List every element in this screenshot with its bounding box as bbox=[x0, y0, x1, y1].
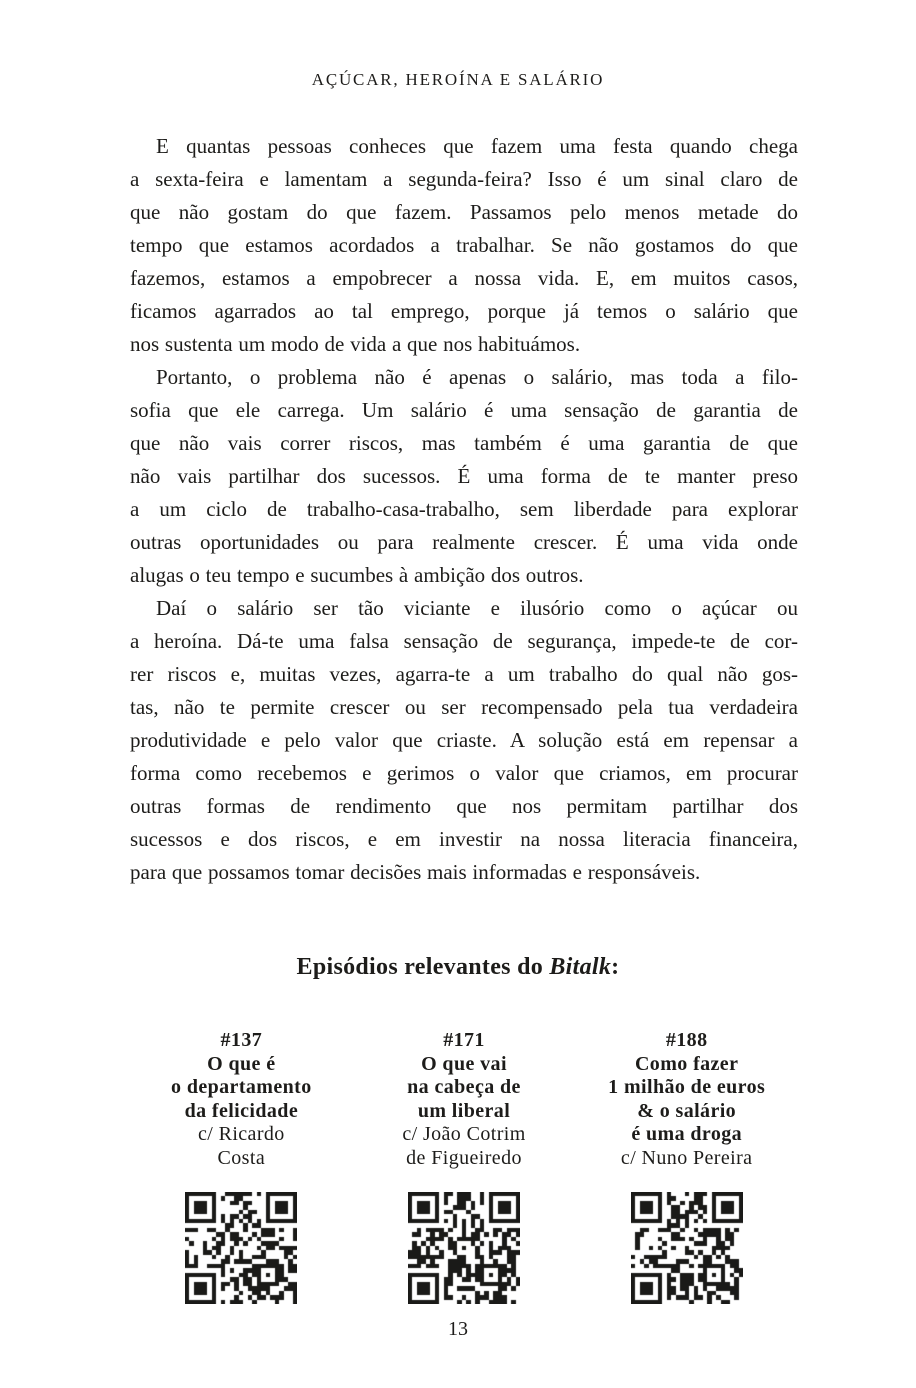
text-line: nos sustenta um modo de vida a que nos habituámos. bbox=[130, 332, 581, 356]
text-line: a heroína. Dá-te uma falsa sensação de segurança, impede-te de cor- bbox=[130, 629, 798, 653]
episode-guest-line: c/ João Cotrim bbox=[402, 1123, 526, 1145]
episode-title-line: da felicidade bbox=[184, 1099, 299, 1122]
episode-guest-line: c/ Nuno Pereira bbox=[620, 1146, 753, 1169]
text-line: rer riscos e, muitas vezes, agarra-te a um trabalho do qual não gos- bbox=[130, 662, 798, 686]
text-line: tas, não te permite crescer ou ser recompensado pela tua verdadeira bbox=[130, 695, 798, 719]
text-line: que não gostam do que fazem. Passamos pelo menos metade do bbox=[130, 200, 798, 224]
text-line: produtividade e pelo valor que criaste. A solução está em repensar a bbox=[130, 728, 798, 752]
running-header: AÇÚCAR, HEROÍNA E SALÁRIO bbox=[311, 70, 605, 89]
episode-title-line: um liberal bbox=[417, 1099, 511, 1122]
episodes-heading-suffix: : bbox=[611, 954, 620, 980]
episodes-row bbox=[130, 1029, 798, 1304]
text-line: fazemos, estamos a empobrecer a nossa vida. E, em muitos casos, bbox=[130, 266, 798, 290]
episode-number: #137 bbox=[220, 1029, 263, 1051]
episode-title-line: Como fazer bbox=[634, 1052, 739, 1075]
paragraph bbox=[130, 361, 798, 592]
qr-code-episode-188 bbox=[631, 1192, 743, 1304]
text-line: não vais partilhar dos sucessos. É uma forma de te manter preso bbox=[130, 464, 798, 488]
episodes-heading-prefix: Episódios relevantes do bbox=[296, 954, 550, 980]
page-number: 13 bbox=[448, 1318, 468, 1340]
episode-title-line: na cabeça de bbox=[407, 1076, 521, 1098]
episode-card bbox=[575, 1029, 798, 1304]
text-line: E quantas pessoas conheces que fazem uma festa quando chega bbox=[156, 134, 798, 158]
episode-number: #188 bbox=[665, 1029, 708, 1051]
text-line: alugas o teu tempo e sucumbes à ambição dos outros. bbox=[130, 563, 584, 587]
text-line: a um ciclo de trabalho-casa-trabalho, sem liberdade para explorar bbox=[130, 497, 798, 521]
episode-card bbox=[353, 1029, 576, 1304]
episodes-heading-podcast-name: Bitalk bbox=[549, 954, 612, 980]
text-line: sofia que ele carrega. Um salário é uma sensação de garantia de bbox=[130, 398, 798, 422]
text-line: ficamos agarrados ao tal emprego, porque já temos o salário que bbox=[130, 299, 798, 323]
text-line: Portanto, o problema não é apenas o salário, mas toda a filo- bbox=[156, 365, 798, 389]
episode-title-line: o departamento bbox=[171, 1076, 312, 1098]
paragraph bbox=[130, 130, 798, 361]
body-text bbox=[130, 130, 798, 889]
episode-title-line: & o salário bbox=[637, 1099, 737, 1122]
text-line: Daí o salário ser tão viciante e ilusório como o açúcar ou bbox=[156, 596, 798, 620]
episode-title-line: 1 milhão de euros bbox=[608, 1076, 766, 1098]
text-line: sucessos e dos riscos, e em investir na nossa literacia financeira, bbox=[130, 827, 798, 851]
text-line: outras formas de rendimento que nos permitam partilhar dos bbox=[130, 794, 798, 818]
episodes-heading bbox=[0, 954, 916, 981]
episode-title-line: é uma droga bbox=[631, 1123, 743, 1145]
episode-guest-line: de Figueiredo bbox=[406, 1146, 522, 1169]
text-line: que não vais correr riscos, mas também é uma garantia de que bbox=[130, 431, 798, 455]
episode-guest-line: c/ Ricardo bbox=[197, 1123, 285, 1145]
text-line: a sexta-feira e lamentam a segunda-feira? Isso é um sinal claro de bbox=[130, 167, 798, 191]
paragraph bbox=[130, 592, 798, 889]
episode-number: #171 bbox=[443, 1029, 485, 1051]
episode-card bbox=[130, 1029, 353, 1304]
episode-guest-line: Costa bbox=[217, 1146, 266, 1169]
text-line: forma como recebemos e gerimos o valor que criamos, em procurar bbox=[130, 761, 798, 785]
text-line: tempo que estamos acordados a trabalhar. Se não gostamos do que bbox=[130, 233, 798, 257]
qr-code-episode-137 bbox=[185, 1192, 297, 1304]
episode-title-line: O que é bbox=[207, 1052, 276, 1075]
episode-title-line: O que vai bbox=[421, 1052, 507, 1075]
text-line: para que possamos tomar decisões mais informadas e responsáveis. bbox=[130, 860, 701, 884]
qr-code-episode-171 bbox=[408, 1192, 520, 1304]
text-line: outras oportunidades ou para realmente crescer. É uma vida onde bbox=[130, 530, 798, 554]
